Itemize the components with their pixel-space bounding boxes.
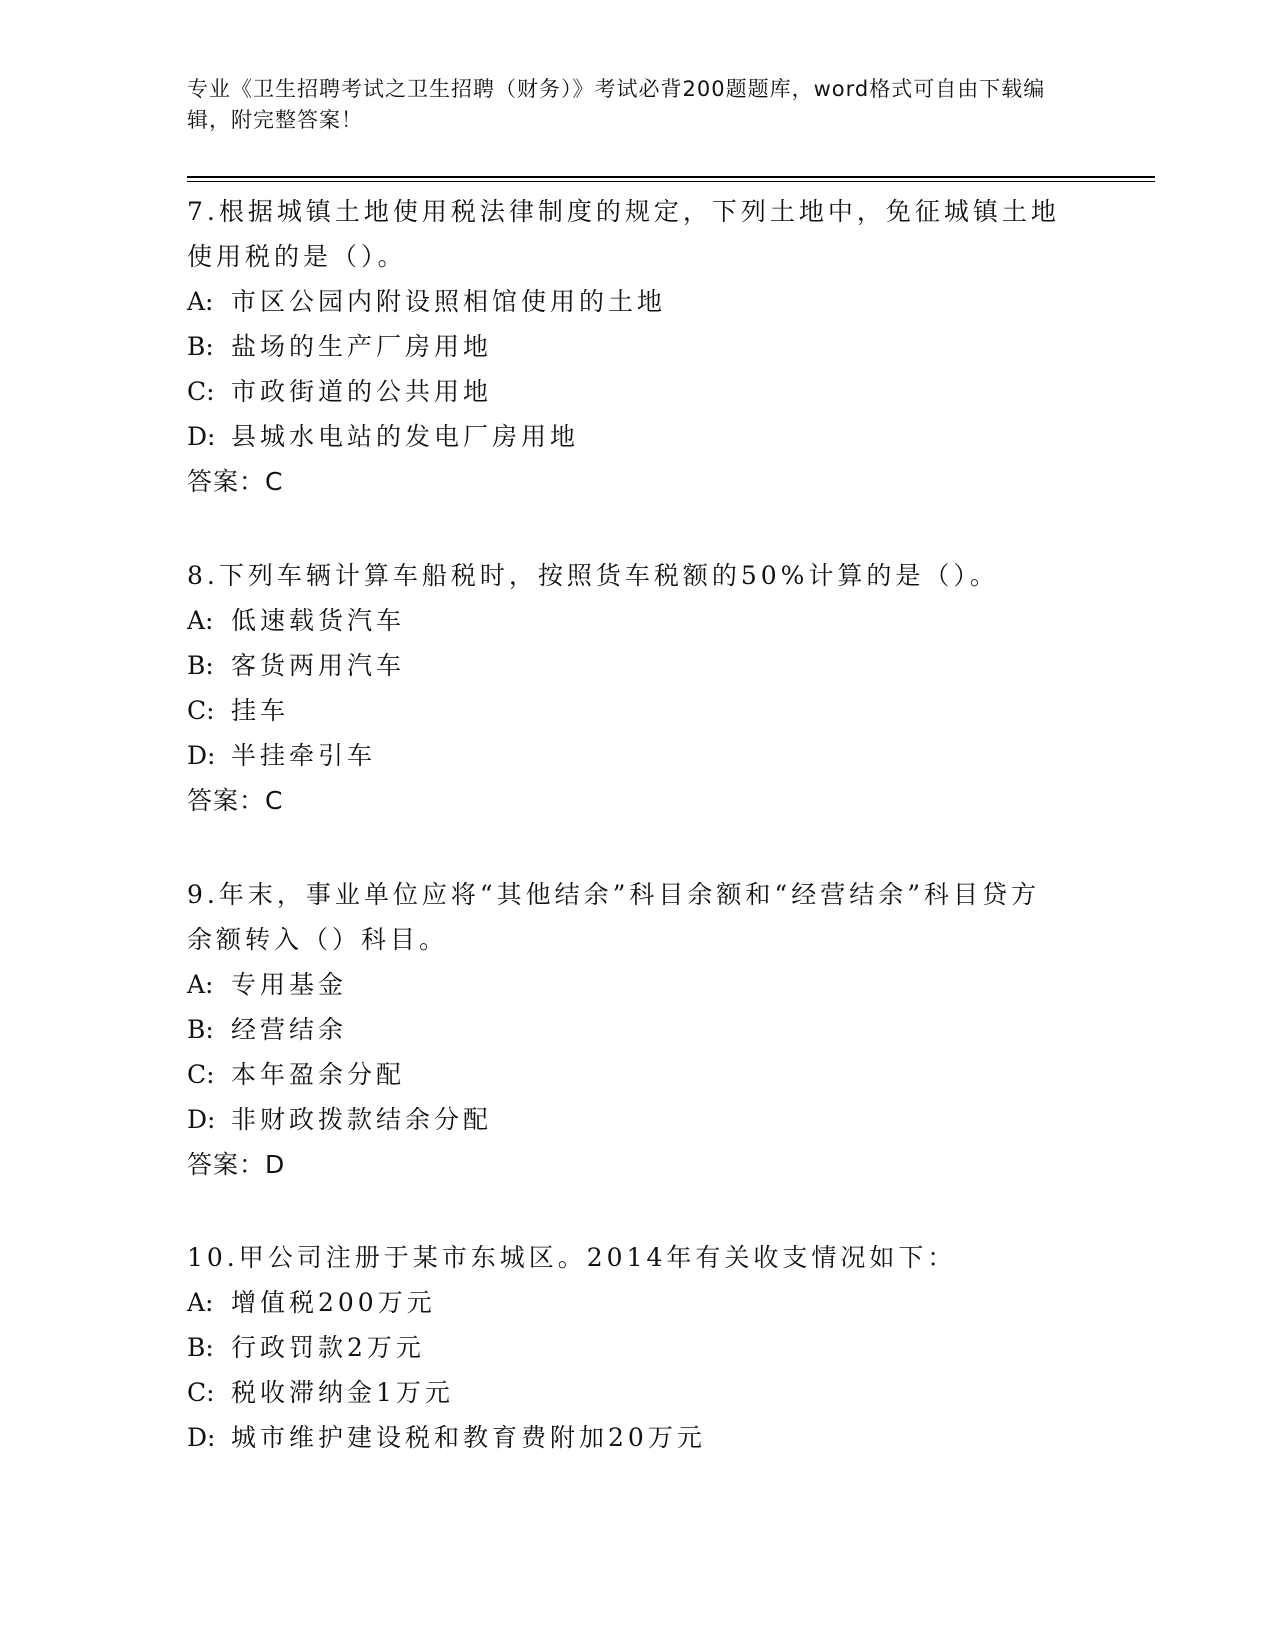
option-d — [187, 733, 1067, 778]
option-letter: B: — [187, 1015, 214, 1044]
option-d — [187, 1415, 1067, 1460]
option-a — [187, 598, 1067, 643]
option-letter: A: — [187, 606, 214, 635]
option-c — [187, 1370, 1067, 1415]
option-a — [187, 962, 1067, 1007]
question-block — [187, 872, 1067, 1187]
option-letter: D: — [187, 1423, 216, 1452]
option-text: 市政街道的公共用地 — [231, 377, 493, 406]
option-letter: A: — [187, 287, 214, 316]
option-text: 本年盈余分配 — [231, 1060, 406, 1089]
header-divider-thin — [187, 181, 1155, 182]
option-d — [187, 414, 1067, 459]
option-b — [187, 324, 1067, 369]
option-text: 客货两用汽车 — [231, 651, 406, 680]
question-stem: 7.根据城镇土地使用税法律制度的规定，下列土地中，免征城镇土地使用税的是（）。 — [187, 197, 1060, 271]
option-b — [187, 1325, 1067, 1370]
option-letter: D: — [187, 741, 216, 770]
option-c — [187, 1052, 1067, 1097]
question-stem: 10.甲公司注册于某市东城区。2014年有关收支情况如下： — [187, 1243, 957, 1272]
option-text: 盐场的生产厂房用地 — [231, 332, 493, 361]
option-text: 县城水电站的发电厂房用地 — [231, 422, 580, 451]
option-text: 税收滞纳金1万元 — [231, 1378, 454, 1407]
option-letter: B: — [187, 1333, 214, 1362]
option-letter: B: — [187, 651, 214, 680]
option-text: 挂车 — [231, 696, 290, 725]
option-d — [187, 1097, 1067, 1142]
header-divider — [187, 176, 1155, 178]
option-letter: C: — [187, 696, 215, 725]
answer-line: 答案：C — [187, 786, 284, 815]
option-letter: B: — [187, 332, 214, 361]
option-text: 行政罚款2万元 — [231, 1333, 425, 1362]
option-b — [187, 1007, 1067, 1052]
option-text: 半挂牵引车 — [231, 741, 377, 770]
question-block — [187, 553, 1067, 823]
option-c — [187, 688, 1067, 733]
option-text: 增值税200万元 — [231, 1288, 436, 1317]
option-a — [187, 1280, 1067, 1325]
option-text: 经营结余 — [231, 1015, 348, 1044]
option-text: 城市维护建设税和教育费附加20万元 — [231, 1423, 706, 1452]
question-stem: 8.下列车辆计算车船税时，按照货车税额的50%计算的是（）。 — [187, 561, 999, 590]
question-stem: 9.年末，事业单位应将“其他结余”科目余额和“经营结余”科目贷方余额转入（）科目。 — [187, 880, 1040, 954]
question-block — [187, 1235, 1067, 1460]
option-b — [187, 643, 1067, 688]
question-block — [187, 189, 1067, 504]
option-letter: A: — [187, 970, 214, 999]
option-c — [187, 369, 1067, 414]
answer-line: 答案：C — [187, 467, 284, 496]
option-text: 市区公园内附设照相馆使用的土地 — [231, 287, 667, 316]
answer-line: 答案：D — [187, 1150, 286, 1179]
option-letter: C: — [187, 377, 215, 406]
option-text: 低速载货汽车 — [231, 606, 406, 635]
document-header: 专业《卫生招聘考试之卫生招聘（财务）》考试必背200题题库，word格式可自由下载编辑，附完整答案！ — [187, 77, 1046, 132]
option-a — [187, 279, 1067, 324]
option-letter: C: — [187, 1378, 215, 1407]
option-text: 非财政拨款结余分配 — [231, 1105, 493, 1134]
option-letter: D: — [187, 1105, 216, 1134]
option-letter: A: — [187, 1288, 214, 1317]
option-letter: D: — [187, 422, 216, 451]
option-text: 专用基金 — [231, 970, 348, 999]
option-letter: C: — [187, 1060, 215, 1089]
